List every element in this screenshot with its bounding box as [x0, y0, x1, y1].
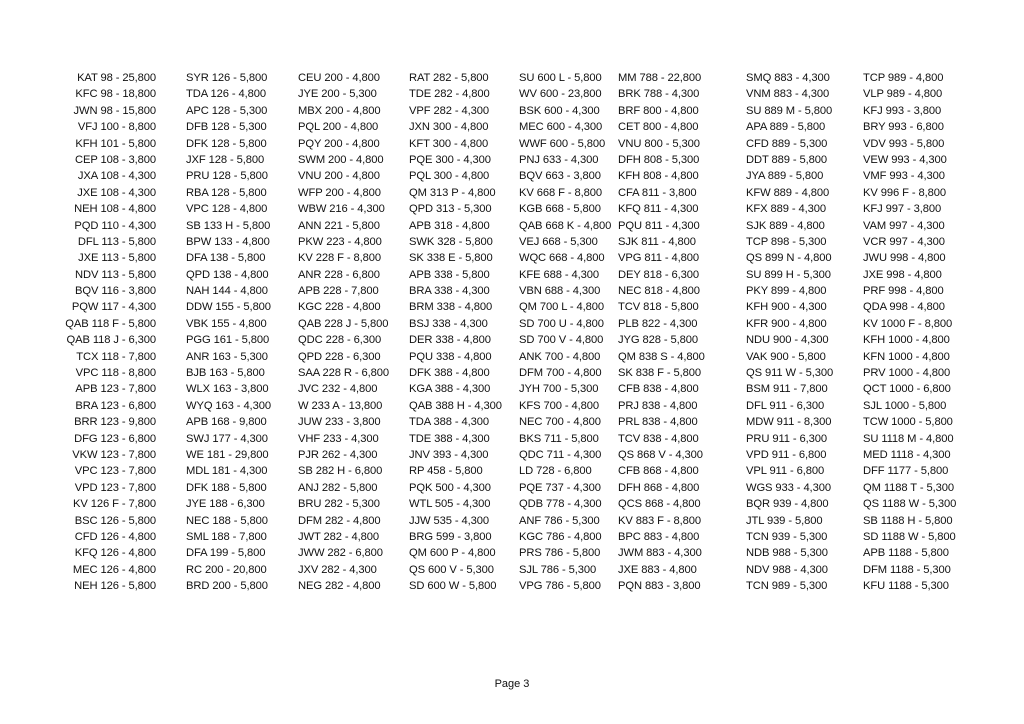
list-item: DFK 128 - 5,800: [186, 137, 267, 150]
list-item: PQU 338 - 4,800: [409, 350, 492, 363]
list-item: KFJ 993 - 3,800: [863, 104, 942, 117]
list-item: KV 228 F - 8,800: [298, 252, 381, 265]
list-item: DFA 138 - 5,800: [186, 252, 266, 265]
list-item: NEH 126 - 5,800: [74, 580, 156, 593]
list-item: SU 600 L - 5,800: [519, 72, 602, 84]
list-item: VPD 911 - 6,800: [746, 448, 827, 461]
list-item: BRA 123 - 6,800: [75, 399, 156, 412]
list-item: VFJ 100 - 8,800: [77, 121, 156, 134]
list-item: DFM 1188 - 5,300: [863, 563, 951, 576]
list-item: DFL 911 - 6,300: [746, 399, 825, 412]
list-item: MDW 911 - 8,300: [746, 416, 832, 429]
list-item: PKY 899 - 4,800: [746, 285, 827, 298]
list-item: BRR 123 - 9,800: [74, 416, 156, 429]
list-item: W 233 A - 13,800: [298, 399, 383, 412]
list-item: SML 188 - 7,800: [186, 530, 267, 543]
list-item: BRG 599 - 3,800: [409, 530, 492, 543]
list-item: APB 168 - 9,800: [186, 416, 267, 429]
list-item: DFK 188 - 5,800: [186, 481, 267, 494]
list-item: DFM 282 - 4,800: [298, 514, 381, 527]
list-item: PQL 200 - 4,800: [298, 121, 379, 134]
list-item: DFA 199 - 5,800: [186, 547, 266, 560]
list-item: ANK 700 - 4,800: [519, 350, 601, 363]
list-item: WBW 216 - 4,300: [298, 203, 385, 216]
list-item: JXE 108 - 4,300: [77, 186, 156, 199]
list-item: BQV 663 - 3,800: [519, 170, 601, 183]
list-item: JXV 282 - 4,300: [298, 563, 377, 576]
list-item: DDT 889 - 5,800: [746, 153, 828, 166]
list-item: QCS 868 - 4,800: [618, 498, 701, 511]
list-item: VMF 993 - 4,300: [863, 170, 945, 183]
list-item: PQN 883 - 3,800: [618, 580, 701, 593]
list-item: PQU 811 - 4,300: [618, 219, 700, 232]
list-item: NEC 700 - 4,800: [519, 416, 601, 429]
list-item: VPC 118 - 8,800: [75, 367, 156, 380]
list-item: KFT 300 - 4,800: [409, 137, 489, 150]
list-item: CET 800 - 4,800: [618, 121, 699, 134]
list-item: JXN 300 - 4,800: [409, 121, 489, 134]
list-item: DER 338 - 4,800: [409, 334, 491, 347]
list-item: NEG 282 - 4,800: [298, 580, 381, 593]
list-item: PQK 500 - 4,300: [409, 481, 491, 494]
list-item: QAB 388 H - 4,300: [409, 399, 502, 412]
list-item: TCP 898 - 5,300: [746, 235, 827, 248]
list-item: BRY 993 - 6,800: [863, 121, 944, 134]
list-item: QS 911 W - 5,300: [746, 367, 834, 380]
list-item: SD 700 V - 4,800: [519, 334, 604, 347]
list-item: BRU 282 - 5,300: [298, 498, 380, 511]
list-item: APB 318 - 4,800: [409, 219, 490, 232]
list-item: JWT 282 - 4,800: [298, 530, 379, 543]
list-item: PRL 838 - 4,800: [618, 416, 698, 429]
column-6: [618, 70, 748, 595]
page-number: Page 3: [494, 678, 530, 690]
list-item: PRF 998 - 4,800: [863, 285, 944, 298]
list-item: PJR 262 - 4,300: [298, 448, 378, 461]
column-2: [186, 70, 316, 595]
list-item: NEC 818 - 4,800: [618, 285, 700, 298]
list-item: QS 899 N - 4,800: [746, 252, 832, 265]
list-item: QM 838 S - 4,800: [618, 350, 705, 363]
list-item: KGC 228 - 4,800: [298, 301, 381, 314]
list-item: KFN 1000 - 4,800: [863, 350, 950, 363]
list-item: SYR 126 - 5,800: [186, 72, 268, 84]
list-item: LD 728 - 6,800: [519, 465, 592, 478]
list-item: MED 1118 - 4,300: [863, 448, 951, 461]
list-item: TCW 1000 - 5,800: [863, 416, 953, 429]
list-item: DFG 123 - 6,800: [74, 432, 156, 445]
list-item: BRD 200 - 5,800: [186, 580, 268, 593]
list-item: JXE 113 - 5,800: [78, 252, 156, 265]
list-item: ANJ 282 - 5,800: [298, 481, 378, 494]
list-item: JYE 188 - 6,300: [186, 498, 265, 511]
list-item: RBA 128 - 5,800: [186, 186, 267, 199]
list-item: BRA 338 - 4,300: [409, 285, 490, 298]
list-item: QDC 228 - 6,300: [298, 334, 382, 347]
list-item: JWN 98 - 15,800: [73, 104, 156, 117]
list-item: SWK 328 - 5,800: [409, 235, 493, 248]
list-item: PRJ 838 - 4,800: [618, 399, 698, 412]
list-item: PNJ 633 - 4,300: [519, 153, 599, 166]
list-item: VHF 233 - 4,300: [298, 432, 379, 445]
list-item: WYQ 163 - 4,300: [186, 399, 271, 412]
list-item: VCR 997 - 4,300: [863, 235, 945, 248]
list-item: NDU 900 - 4,300: [746, 334, 829, 347]
list-item: SB 1188 H - 5,800: [863, 514, 953, 527]
list-item: ANN 221 - 5,800: [298, 219, 380, 232]
list-item: QDA 998 - 4,800: [863, 301, 945, 314]
list-item: WWF 600 - 5,800: [519, 137, 606, 150]
list-item: QM 1188 T - 5,300: [863, 481, 954, 494]
list-item: MBX 200 - 4,800: [298, 104, 381, 117]
list-item: KFQ 811 - 4,300: [618, 203, 699, 216]
list-item: RAT 282 - 5,800: [409, 72, 489, 84]
list-item: SD 600 W - 5,800: [409, 580, 497, 593]
list-item: DFF 1177 - 5,800: [863, 465, 949, 478]
list-item: ANF 786 - 5,300: [519, 514, 600, 527]
list-item: PQY 200 - 4,800: [298, 137, 380, 150]
list-item: JWU 998 - 4,800: [863, 252, 946, 265]
list-item: JYG 828 - 5,800: [618, 334, 698, 347]
list-item: CFB 868 - 4,800: [618, 465, 699, 478]
list-item: WGS 933 - 4,300: [746, 481, 831, 494]
list-item: PQE 737 - 4,300: [519, 481, 601, 494]
list-item: VNU 200 - 4,800: [298, 170, 380, 183]
list-item: QCT 1000 - 6,800: [863, 383, 951, 396]
list-item: QDC 711 - 4,300: [519, 448, 602, 461]
list-item: VLP 989 - 4,800: [863, 88, 943, 101]
list-item: TCV 838 - 4,800: [618, 432, 699, 445]
list-item: CEP 108 - 3,800: [74, 153, 156, 166]
list-item: PQD 110 - 4,300: [74, 219, 156, 232]
list-item: KFX 889 - 4,300: [746, 203, 826, 216]
list-item: PKW 223 - 4,800: [298, 235, 382, 248]
list-item: QS 868 V - 4,300: [618, 448, 703, 461]
list-item: MEC 600 - 4,300: [519, 121, 603, 134]
list-item: JXE 883 - 4,800: [618, 563, 697, 576]
list-item: SAA 228 R - 6,800: [298, 367, 389, 380]
list-item: BRK 788 - 4,300: [618, 88, 700, 101]
list-item: BRF 800 - 4,800: [618, 104, 699, 117]
list-item: APB 1188 - 5,800: [863, 547, 949, 560]
list-item: QAB 228 J - 5,800: [298, 317, 389, 330]
list-item: VEW 993 - 4,300: [863, 153, 947, 166]
list-item: JVC 232 - 4,800: [298, 383, 378, 396]
list-item: KV 996 F - 8,800: [863, 186, 946, 199]
list-item: NDV 113 - 5,800: [74, 268, 156, 281]
list-item: JXE 998 - 4,800: [863, 268, 942, 281]
list-item: APC 128 - 5,300: [186, 104, 268, 117]
list-item: QAB 118 F - 5,800: [65, 317, 156, 330]
list-item: QAB 668 K - 4,800: [519, 219, 612, 232]
list-item: ANR 163 - 5,300: [186, 350, 268, 363]
list-item: SWJ 177 - 4,300: [186, 432, 268, 445]
list-item: JXA 108 - 4,300: [77, 170, 156, 183]
list-item: QM 700 L - 4,800: [519, 301, 605, 314]
list-item: KFR 900 - 4,800: [746, 317, 827, 330]
list-item: CFD 889 - 5,300: [746, 137, 828, 150]
list-item: KFH 808 - 4,800: [618, 170, 699, 183]
list-item: VBK 155 - 4,800: [186, 317, 267, 330]
list-item: MDL 181 - 4,300: [186, 465, 268, 478]
list-item: BKS 711 - 5,800: [519, 432, 599, 445]
list-item: BPW 133 - 4,800: [186, 235, 270, 248]
list-item: SMQ 883 - 4,300: [746, 72, 830, 84]
list-item: VPL 911 - 6,800: [746, 465, 825, 478]
column-1: [26, 70, 156, 595]
list-item: KV 668 F - 8,800: [519, 186, 602, 199]
list-item: QM 600 P - 4,800: [409, 547, 496, 560]
list-item: CFB 838 - 4,800: [618, 383, 699, 396]
list-item: SK 838 F - 5,800: [618, 367, 701, 380]
list-item: APA 889 - 5,800: [746, 121, 826, 134]
list-item: PRS 786 - 5,800: [519, 547, 601, 560]
list-item: QDB 778 - 4,300: [519, 498, 602, 511]
list-item: SJL 786 - 5,300: [519, 563, 597, 576]
list-item: KGA 388 - 4,300: [409, 383, 491, 396]
list-item: MM 788 - 22,800: [618, 72, 702, 84]
list-item: KFE 688 - 4,300: [519, 268, 599, 281]
list-item: SJK 811 - 4,800: [618, 235, 696, 248]
list-item: TDE 282 - 4,800: [409, 88, 490, 101]
list-item: VKW 123 - 7,800: [72, 448, 156, 461]
list-item: APB 228 - 7,800: [298, 285, 379, 298]
list-item: VPG 811 - 4,800: [618, 252, 700, 265]
list-item: SJK 889 - 4,800: [746, 219, 825, 232]
list-item: JJW 535 - 4,300: [409, 514, 489, 527]
list-item: DFH 868 - 4,800: [618, 481, 700, 494]
list-item: WV 600 - 23,800: [519, 88, 602, 101]
list-item: KAT 98 - 25,800: [77, 72, 156, 84]
list-item: APB 123 - 7,800: [75, 383, 156, 396]
list-item: NDV 988 - 4,300: [746, 563, 828, 576]
list-item: TDE 388 - 4,300: [409, 432, 490, 445]
list-item: WQC 668 - 4,800: [519, 252, 605, 265]
list-item: SB 282 H - 6,800: [298, 465, 383, 478]
list-item: VAK 900 - 5,800: [746, 350, 826, 363]
list-item: SWM 200 - 4,800: [298, 153, 384, 166]
list-item: WFP 200 - 4,800: [298, 186, 381, 199]
list-item: JYA 889 - 5,800: [746, 170, 824, 183]
list-item: TCN 939 - 5,300: [746, 530, 828, 543]
list-item: BJB 163 - 5,800: [186, 367, 265, 380]
list-item: QM 313 P - 4,800: [409, 186, 496, 199]
list-item: WE 181 - 29,800: [186, 448, 269, 461]
list-item: QPD 138 - 4,800: [186, 268, 269, 281]
list-item: JXF 128 - 5,800: [186, 153, 265, 166]
list-item: JYH 700 - 5,300: [519, 383, 599, 396]
list-item: TDA 388 - 4,300: [409, 416, 489, 429]
list-item: KFC 98 - 18,800: [75, 88, 156, 101]
list-item: QPD 228 - 6,300: [298, 350, 381, 363]
list-item: QS 1188 W - 5,300: [863, 498, 957, 511]
list-item: KFS 700 - 4,800: [519, 399, 599, 412]
list-item: JWM 883 - 4,300: [618, 547, 702, 560]
list-item: TCX 118 - 7,800: [76, 350, 156, 363]
list-item: KFQ 126 - 4,800: [74, 547, 156, 560]
list-item: APB 338 - 5,800: [409, 268, 490, 281]
list-item: KGC 786 - 4,800: [519, 530, 602, 543]
column-8: [863, 70, 993, 595]
list-item: SJL 1000 - 5,800: [863, 399, 947, 412]
list-item: NEH 108 - 4,800: [74, 203, 156, 216]
list-item: CEU 200 - 4,800: [298, 72, 380, 84]
list-item: DFK 388 - 4,800: [409, 367, 490, 380]
list-item: VBN 688 - 4,300: [519, 285, 601, 298]
list-item: QAB 118 J - 6,300: [66, 334, 156, 347]
list-item: VAM 997 - 4,300: [863, 219, 945, 232]
list-item: BSK 600 - 4,300: [519, 104, 600, 117]
list-item: JUW 233 - 3,800: [298, 416, 381, 429]
list-item: SB 133 H - 5,800: [186, 219, 271, 232]
list-item: SD 1188 W - 5,800: [863, 530, 956, 543]
list-item: KFH 1000 - 4,800: [863, 334, 950, 347]
list-item: JTL 939 - 5,800: [746, 514, 823, 527]
list-item: KFH 101 - 5,800: [75, 137, 156, 150]
list-item: DDW 155 - 5,800: [186, 301, 271, 314]
list-item: VNU 800 - 5,300: [618, 137, 700, 150]
list-item: WLX 163 - 3,800: [186, 383, 269, 396]
list-item: PGG 161 - 5,800: [186, 334, 270, 347]
list-item: PQL 300 - 4,800: [409, 170, 490, 183]
list-item: CFD 126 - 4,800: [74, 530, 156, 543]
list-item: TCP 989 - 4,800: [863, 72, 944, 84]
list-item: KFW 889 - 4,800: [746, 186, 830, 199]
list-item: VDV 993 - 5,800: [863, 137, 945, 150]
list-item: PQW 117 - 4,300: [71, 301, 156, 314]
list-item: VPD 123 - 7,800: [74, 481, 156, 494]
list-item: PRV 1000 - 4,800: [863, 367, 951, 380]
list-item: KV 1000 F - 8,800: [863, 317, 953, 330]
list-item: PRU 911 - 6,300: [746, 432, 828, 445]
list-item: DFM 700 - 4,800: [519, 367, 602, 380]
list-item: KGB 668 - 5,800: [519, 203, 601, 216]
list-item: NDB 988 - 5,300: [746, 547, 828, 560]
list-item: DFL 113 - 5,800: [77, 235, 156, 248]
list-item: NAH 144 - 4,800: [186, 285, 268, 298]
list-item: BSJ 338 - 4,300: [409, 317, 488, 330]
list-item: BQV 116 - 3,800: [74, 285, 156, 298]
list-item: RC 200 - 20,800: [186, 563, 267, 576]
list-item: SK 338 E - 5,800: [409, 252, 493, 265]
list-item: JWW 282 - 6,800: [298, 547, 383, 560]
list-item: SD 700 U - 4,800: [519, 317, 604, 330]
list-item: BRM 338 - 4,800: [409, 301, 493, 314]
list-item: KFH 900 - 4,300: [746, 301, 827, 314]
list-item: PLB 822 - 4,300: [618, 317, 698, 330]
list-item: VEJ 668 - 5,300: [519, 235, 598, 248]
listing-columns: [0, 70, 1024, 610]
list-item: BPC 883 - 4,800: [618, 530, 700, 543]
list-item: WTL 505 - 4,300: [409, 498, 491, 511]
list-item: KV 126 F - 7,800: [73, 498, 156, 511]
list-item: VNM 883 - 4,300: [746, 88, 830, 101]
list-item: JNV 393 - 4,300: [409, 448, 489, 461]
list-item: VPC 123 - 7,800: [74, 465, 156, 478]
list-item: KFU 1188 - 5,300: [863, 580, 949, 593]
list-item: BQR 939 - 4,800: [746, 498, 829, 511]
list-item: MEC 126 - 4,800: [72, 563, 156, 576]
list-item: TCV 818 - 5,800: [618, 301, 699, 314]
list-item: QPD 313 - 5,300: [409, 203, 492, 216]
list-item: PRU 128 - 5,800: [186, 170, 268, 183]
list-item: SU 889 M - 5,800: [746, 104, 833, 117]
list-item: SU 1118 M - 4,800: [863, 432, 954, 445]
list-item: NEC 188 - 5,800: [186, 514, 268, 527]
list-item: PQE 300 - 4,300: [409, 153, 491, 166]
list-item: VPC 128 - 4,800: [186, 203, 268, 216]
list-item: TCN 989 - 5,300: [746, 580, 828, 593]
list-item: ANR 228 - 6,800: [298, 268, 380, 281]
list-item: RP 458 - 5,800: [409, 465, 483, 478]
list-item: SU 899 H - 5,300: [746, 268, 831, 281]
list-item: CFA 811 - 3,800: [618, 186, 697, 199]
list-item: JYE 200 - 5,300: [298, 88, 377, 101]
list-item: KFJ 997 - 3,800: [863, 203, 942, 216]
list-item: TDA 126 - 4,800: [186, 88, 266, 101]
list-item: VPG 786 - 5,800: [519, 580, 601, 593]
column-7: [746, 70, 876, 595]
list-item: DEY 818 - 6,300: [618, 268, 700, 281]
list-item: VPF 282 - 4,300: [409, 104, 489, 117]
list-item: KV 883 F - 8,800: [618, 514, 701, 527]
list-item: QS 600 V - 5,300: [409, 563, 494, 576]
list-item: BSM 911 - 7,800: [746, 383, 828, 396]
list-item: DFH 808 - 5,300: [618, 153, 700, 166]
list-item: DFB 128 - 5,300: [186, 121, 267, 134]
list-item: BSC 126 - 5,800: [74, 514, 156, 527]
